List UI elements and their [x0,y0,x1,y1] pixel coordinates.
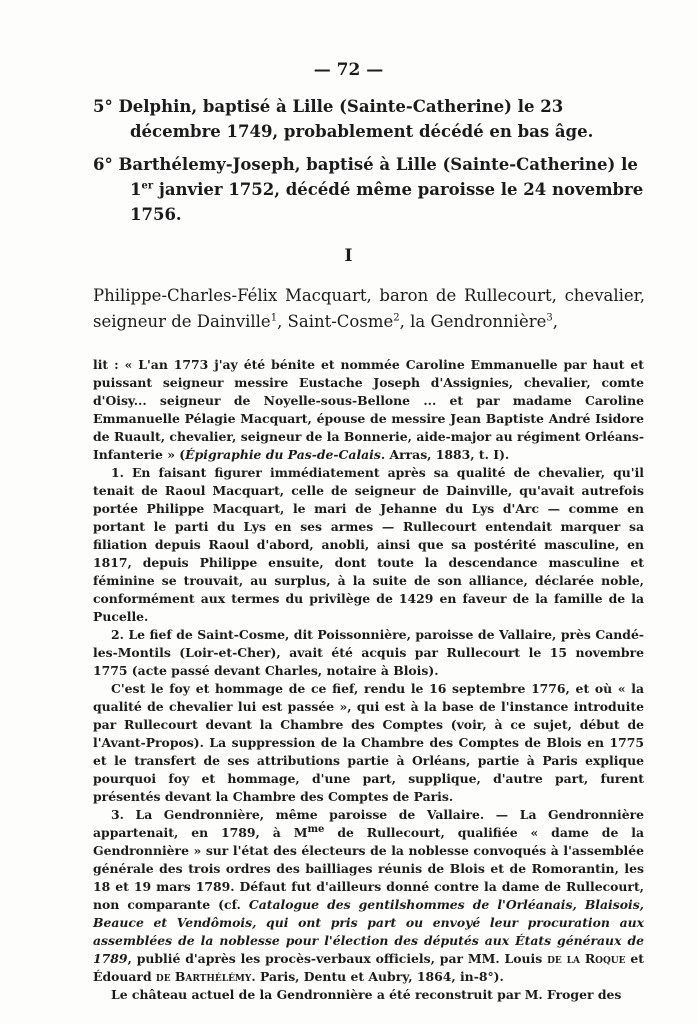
heading-part1: Philippe-Charles-Félix Macquart, baron de Rullecourt, chevalier, seigneur de Dainville [93,286,645,331]
heading-part4: , [552,312,559,331]
footnote-2: 2. Le fief de Saint-Cosme, dit Poissonnière, paroisse de Vallaire, près Candé-les-Montils (Loir-et-Cher), avait été acquis par Rullecourt le 15 novembre 1775 (acte passé devant Charles, notaire à Blois). [93,627,644,678]
note3-superscript: me [307,823,325,835]
child-entries [93,94,645,235]
section-numeral: I [344,246,353,266]
heading-part2: , Saint-Cosme [277,312,394,331]
entry-marker: 6° [93,155,113,174]
footnote-2-continued: C'est le foy et hommage de ce fief, rendu le 16 septembre 1776, et où « la qualité de chevalier lui est passée », qui est à la base de l'instance introduite par Rullecourt devant la Chambre des Comptes (voir, à ce sujet, début de l'Avant-Propos). La suppression de la Chambre des Comptes de Blois en 1775 et le transfert de ses attributions partie à Orléans, partie à Paris explique pourquoi foy et hommage, d'une part, supplique, d'autre part, furent présentés devant la Chambre des Comptes de Paris. [93,681,644,804]
continuation-text: lit : « L'an 1773 j'ay été bénite et nommée Caroline Emmanuelle par haut et puissant seigneur messire Eustache Joseph d'Assignies, chevalier, comte d'Oisy... seigneur de Noyelle-sous-Bellone ... et par madame Caroline Emmanuelle Pélagie Macquart, épouse de messire Jean Baptiste André Isidore de Ruault, chevalier, seigneur de la Bonnerie, aide-major au régiment Orléans-Infanterie » ( [93,357,644,462]
entry-6 [93,152,645,227]
footnotes [93,356,644,1004]
note3-text-d: , publié d'après les procès-verbaux officiels, par MM. Louis [127,951,548,966]
note3-catalogue-title: Catalogue des gentilshommes de l'Orléanais, Blaisois, Beauce et Vendômois, qui ont pris part ou envoyé leur procuration aux assemblées de la noblesse pour l'élection des députés aux États généraux de 1789 [93,897,644,966]
footnote-continuation [93,356,644,464]
footnote-ref-2: 2 [393,312,400,324]
entry-5 [93,94,645,144]
heading-part3: , la Gendronnière [399,312,547,331]
entry-text-before: Barthélemy-Joseph, baptisé à Lille (Sainte-Catherine) le 1 [118,155,638,199]
footnote-last-line: Le château actuel de la Gendronnière a été reconstruit par M. Froger des [111,987,622,1002]
note3-text-f: et Édouard [93,951,645,984]
page-number: — 72 — [313,60,384,80]
note3-text-h: . Paris, Dentu et Aubry, 1864, in-8°). [251,969,504,984]
entry-marker: 5° [93,97,113,116]
note3-text-b: de Rullecourt, qualifiée « dame de la Gendronnière » sur l'état des électeurs de la noblesse convoqués à l'assemblée générale des trois ordres des bailliages réunis de Blois et de Romorantin, les 18 et 19 mars 1789. Défaut fut d'ailleurs donné contre la dame de Rullecourt, non comparante (cf. [93,825,644,912]
note3-author-2: de Barthélémy [155,969,252,984]
note3-text-a: 3. La Gendronnière, même paroisse de Vallaire. — La Gendronnière appartenait, en 1789, à M [93,807,644,840]
main-paragraph [93,283,645,335]
footnote-ref-1: 1 [270,312,278,324]
continuation-end: . Arras, 1883, t. I). [380,447,510,462]
note3-author-1: de la Roque [547,951,626,966]
entry-text-after: janvier 1752, décédé même paroisse le 24 novembre 1756. [130,180,644,224]
entry-text: Delphin, baptisé à Lille (Sainte-Catherine) le 23 décembre 1749, probablement décédé en bas âge. [118,97,594,141]
footnote-1: 1. En faisant figurer immédiatement après sa qualité de chevalier, qu'il tenait de Raoul Macquart, celle de seigneur de Dainville, qu'avait autrefois portée Philippe Macquart, le mari de Jehanne du Lys d'Arc — comme en portant le parti du Lys en ses armes — Rullecourt entendait marquer sa filiation depuis Raoul d'abord, anobli, ainsi que sa postérité masculine, en 1817, depuis Philippe ensuite, dont toute la descendance masculine et féminine se trouvait, au surplus, à la suite de son alliance, déclarée noble, conformément aux termes du privilège de 1429 en faveur de la famille de la Pucelle. [93,465,644,624]
continuation-title: Épigraphie du Pas-de-Calais [185,447,381,462]
footnote-ref-3: 3 [546,312,553,324]
footnote-3 [93,806,644,986]
entry-superscript: er [141,180,154,192]
